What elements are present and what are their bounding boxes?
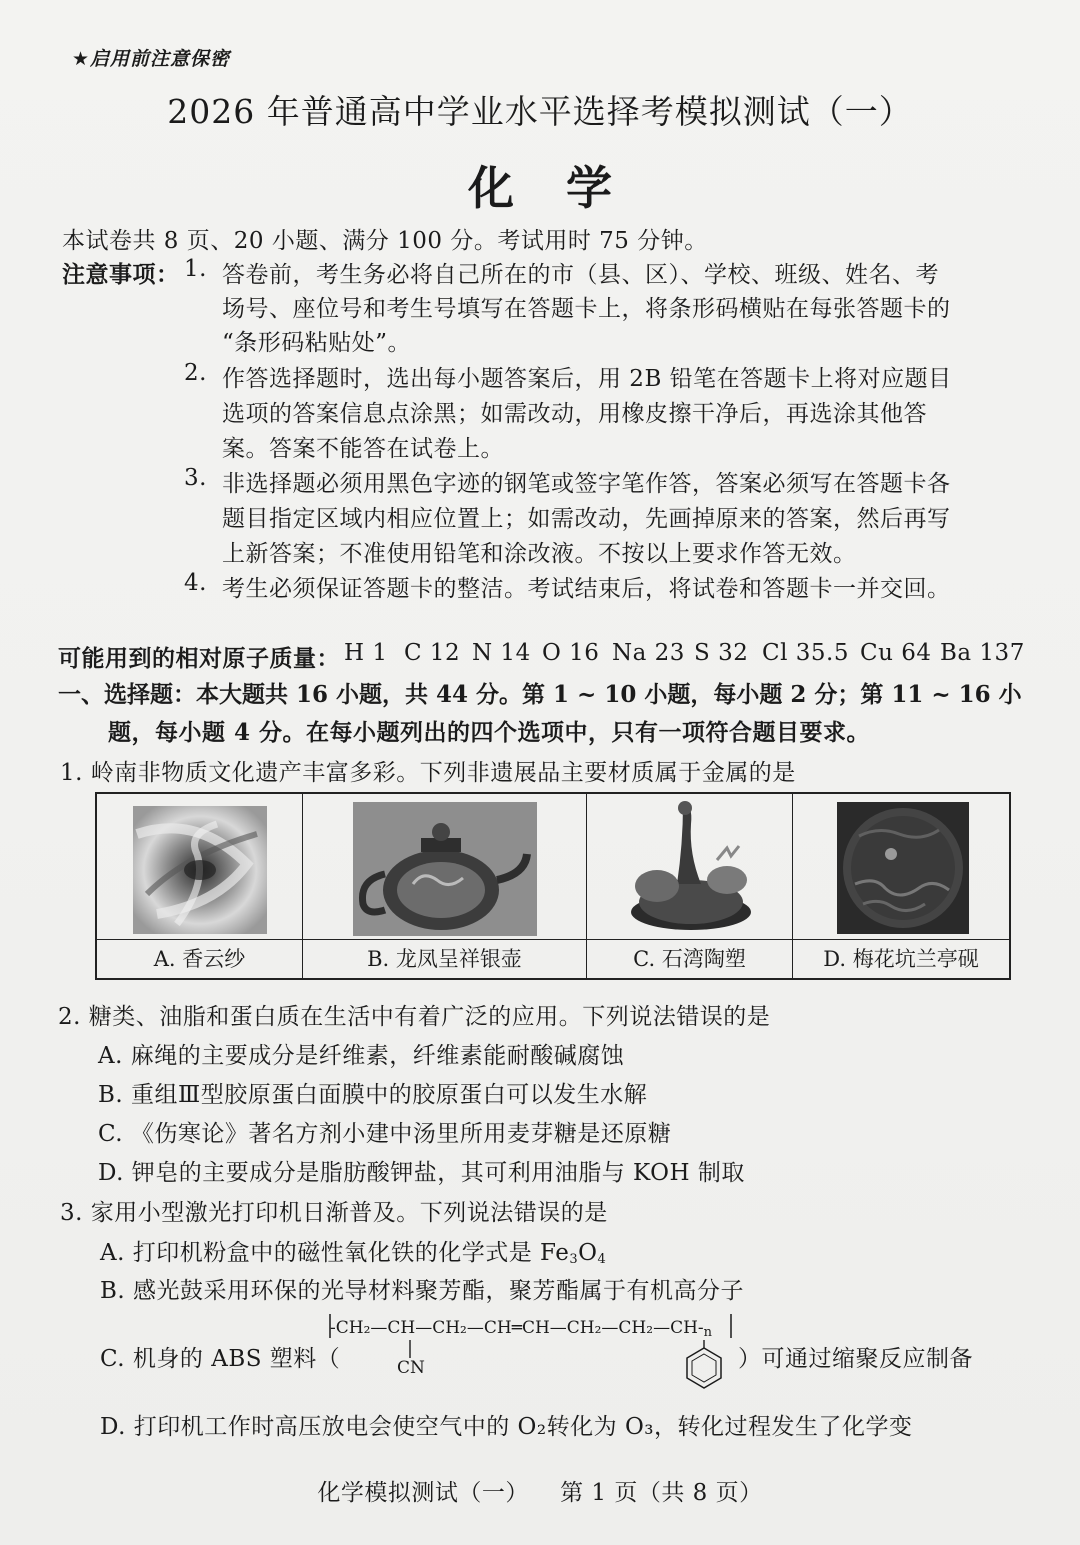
notice-line: 案。答案不能答在试卷上。 bbox=[222, 436, 504, 462]
question-2-option-b: B. 重组Ⅲ型胶原蛋白面膜中的胶原蛋白可以发生水解 bbox=[98, 1082, 648, 1108]
option-b-caption: B. 龙凤呈祥银壶 bbox=[303, 939, 586, 978]
question-3-option-c-prefix: C. 机身的 ABS 塑料（ bbox=[100, 1346, 341, 1372]
atomic-mass-label: 可能用到的相对原子质量： bbox=[58, 645, 340, 672]
notice-item-num: 3. bbox=[184, 465, 207, 491]
question-2-option-c: C. 《伤寒论》著名方剂小建中汤里所用麦芽糖是还原糖 bbox=[98, 1121, 672, 1147]
subscript: 3 bbox=[569, 1252, 579, 1267]
option-a-caption: A. 香云纱 bbox=[97, 939, 302, 978]
question-2-stem: 2. 糖类、油脂和蛋白质在生活中有着广泛的应用。下列说法错误的是 bbox=[58, 1004, 771, 1030]
option-d-caption: D. 梅花坑兰亭砚 bbox=[793, 939, 1009, 978]
silver-teapot-image bbox=[303, 794, 586, 940]
option-a-cell bbox=[97, 794, 303, 978]
exam-title: 2026 年普通高中学业水平选择考模拟测试（一） bbox=[167, 92, 913, 131]
question-2-option-a: A. 麻绳的主要成分是纤维素，纤维素能耐酸碱腐蚀 bbox=[98, 1043, 625, 1069]
notice-line: 答卷前，考生务必将自己所在的市（县、区）、学校、班级、姓名、考 bbox=[222, 262, 939, 288]
question-3-stem: 3. 家用小型激光打印机日渐普及。下列说法错误的是 bbox=[60, 1200, 608, 1226]
cyano-group: CN bbox=[397, 1358, 425, 1378]
inkstone-image bbox=[793, 794, 1009, 940]
notice-line: 选项的答案信息点涂黑；如需改动，用橡皮擦干净后，再选涂其他答 bbox=[222, 401, 927, 427]
option-c-cell bbox=[587, 794, 793, 978]
atomic-mass-ba: Ba 137 bbox=[940, 640, 1025, 666]
page-footer: 化学模拟测试（一） 第 1 页（共 8 页） bbox=[317, 1480, 763, 1506]
option-b-cell bbox=[303, 794, 587, 978]
ceramic-sculpture-image bbox=[587, 794, 792, 940]
section-heading-cont: 题，每小题 4 分。在每小题列出的四个选项中，只有一项符合题目要求。 bbox=[108, 719, 871, 746]
option-a-text: A. 打印机粉盒中的磁性氧化铁的化学式是 Fe bbox=[100, 1240, 570, 1266]
option-a-oxygen: O bbox=[578, 1240, 598, 1266]
question-3-option-c-suffix: ）可通过缩聚反应制备 bbox=[738, 1346, 973, 1372]
notice-line: 非选择题必须用黑色字迹的钢笔或签字笔作答，答案必须写在答题卡各 bbox=[222, 471, 951, 497]
intro-text: 本试卷共 8 页、20 小题、满分 100 分。考试用时 75 分钟。 bbox=[62, 228, 708, 254]
notice-line: 场号、座位号和考生号填写在答题卡上，将条形码横贴在每张答题卡的 bbox=[222, 296, 951, 322]
atomic-mass-c: C 12 bbox=[404, 640, 461, 666]
atomic-mass-o: O 16 bbox=[542, 640, 600, 666]
notice-line: 作答选择题时，选出每小题答案后，用 2B 铅笔在答题卡上将对应题目 bbox=[222, 366, 952, 392]
notice-item-num: 1. bbox=[184, 256, 207, 282]
question-2-option-d: D. 钾皂的主要成分是脂肪酸钾盐，其可利用油脂与 KOH 制取 bbox=[98, 1160, 745, 1186]
polymer-chain: -CH₂—CH—CH₂—CH═CH—CH₂—CH₂—CH- bbox=[330, 1318, 704, 1338]
section-heading: 一、选择题：本大题共 16 小题，共 44 分。第 1 ~ 10 小题，每小题 2 分；第 11 ~ 16 小 bbox=[58, 681, 1022, 708]
atomic-mass-s: S 32 bbox=[694, 640, 749, 666]
atomic-mass-cu: Cu 64 bbox=[860, 640, 932, 666]
notice-line: 题目指定区域内相应位置上；如需改动，先画掉原来的答案，然后再写 bbox=[222, 506, 951, 532]
atomic-mass-cl: Cl 35.5 bbox=[762, 640, 849, 666]
notice-item-num: 4. bbox=[184, 570, 207, 596]
notice-item-num: 2. bbox=[184, 360, 207, 386]
subscript: 4 bbox=[597, 1252, 607, 1267]
notice-line: “条形码粘贴处”。 bbox=[222, 330, 412, 356]
question-3-option-a bbox=[100, 1234, 606, 1267]
atomic-mass-na: Na 23 bbox=[612, 640, 685, 666]
confidential-mark: ★启用前注意保密 bbox=[72, 48, 231, 70]
notice-label: 注意事项： bbox=[62, 261, 180, 288]
atomic-mass-h: H 1 bbox=[344, 640, 388, 666]
atomic-mass-n: N 14 bbox=[472, 640, 531, 666]
question-1-figure-table bbox=[95, 792, 1011, 980]
polymer-structure-lines bbox=[326, 1312, 746, 1392]
subject-title: 化学 bbox=[468, 161, 664, 215]
notice-line: 考生必须保证答题卡的整洁。考试结束后，将试卷和答题卡一并交回。 bbox=[222, 576, 951, 602]
notice-line: 上新答案；不准使用铅笔和涂改液。不按以上要求作答无效。 bbox=[222, 541, 857, 567]
question-3-option-b: B. 感光鼓采用环保的光导材料聚芳酯，聚芳酯属于有机高分子 bbox=[100, 1278, 745, 1304]
polymer-n: n bbox=[703, 1325, 713, 1340]
silk-fabric-image bbox=[97, 794, 302, 940]
question-3-option-d: D. 打印机工作时高压放电会使空气中的 O₂转化为 O₃，转化过程发生了化学变 bbox=[100, 1414, 913, 1440]
option-d-cell bbox=[793, 794, 1009, 978]
option-c-caption: C. 石湾陶塑 bbox=[587, 939, 792, 978]
question-1-stem: 1. 岭南非物质文化遗产丰富多彩。下列非遗展品主要材质属于金属的是 bbox=[60, 760, 796, 786]
